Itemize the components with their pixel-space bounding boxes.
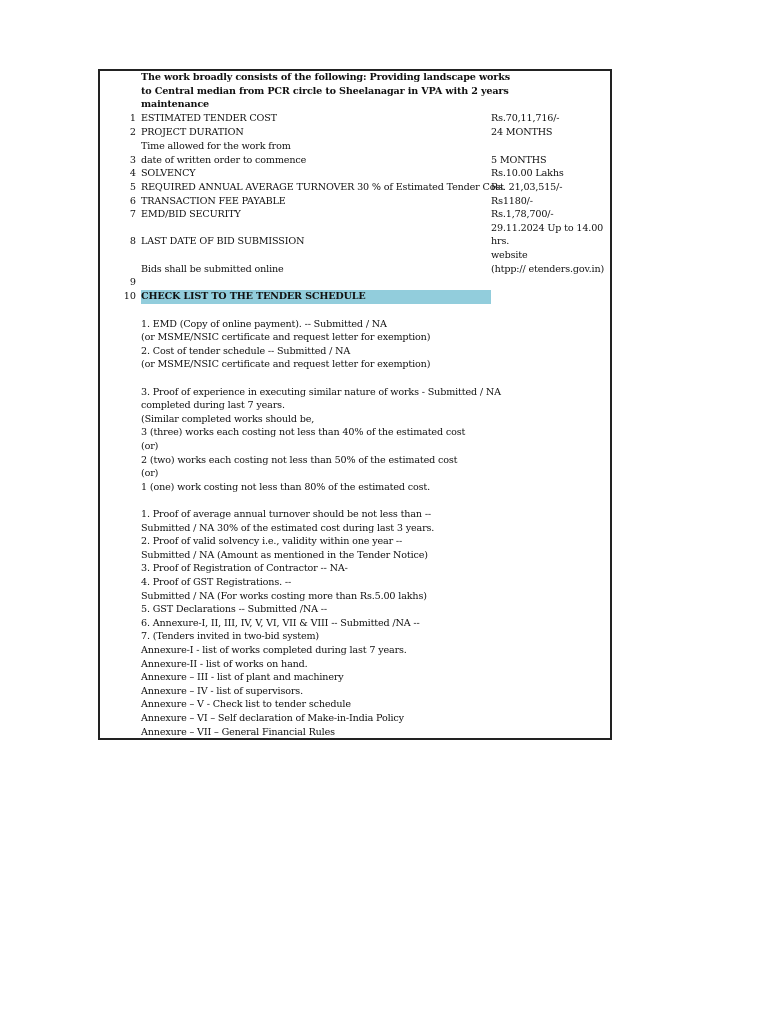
checklist-line: 1. EMD (Copy of online payment). -- Submitted / NA bbox=[141, 318, 387, 330]
checklist-line: (or) bbox=[141, 441, 159, 452]
row-value: Rs.1,78,700/- bbox=[491, 209, 554, 220]
row-number: 2 bbox=[129, 127, 136, 138]
checklist-line: (Similar completed works should be, bbox=[141, 413, 315, 425]
row-number: 7 bbox=[129, 209, 136, 220]
checklist-line: Annexure – IV - list of supervisors. bbox=[141, 685, 303, 697]
bid-website-url[interactable]: (htpp:// etenders.gov.in) bbox=[491, 263, 605, 275]
row-label: SOLVENCY bbox=[141, 168, 196, 179]
row-label: Time allowed for the work from bbox=[141, 141, 291, 152]
checklist-line: Submitted / NA (Amount as mentioned in the Tender Notice) bbox=[141, 549, 428, 561]
row-number: 4 bbox=[129, 168, 136, 179]
row-value: 5 MONTHS bbox=[491, 154, 547, 166]
row-label: PROJECT DURATION bbox=[141, 127, 244, 138]
row-value: Rs.10.00 Lakhs bbox=[491, 168, 564, 179]
checklist-line: 4. Proof of GST Registrations. -- bbox=[141, 577, 292, 588]
checklist-line: 1 (one) work costing not less than 80% of the estimated cost. bbox=[141, 481, 431, 493]
checklist-line: Annexure-I - list of works completed during last 7 years. bbox=[141, 645, 407, 656]
checklist-line: Annexure-II - list of works on hand. bbox=[141, 658, 308, 670]
checklist-line: (or MSME/NSIC certificate and request letter for exemption) bbox=[141, 359, 431, 371]
checklist-line: Annexure – V - Check list to tender schedule bbox=[141, 699, 351, 711]
row-value: Rs1180/- bbox=[491, 195, 533, 207]
row-label: REQUIRED ANNUAL AVERAGE TURNOVER 30 % of Estimated Tender Cost bbox=[141, 182, 504, 193]
bid-date-value-cont: hrs. bbox=[491, 236, 510, 247]
checklist-line: Submitted / NA (For works costing more than Rs.5.00 lakhs) bbox=[141, 590, 427, 602]
intro-line-2: to Central median from PCR circle to Sheelanagar in VPA with 2 years bbox=[141, 85, 509, 97]
checklist-line: 3 (three) works each costing not less than 40% of the estimated cost bbox=[141, 427, 466, 439]
checklist-line: (or MSME/NSIC certificate and request letter for exemption) bbox=[141, 332, 431, 344]
intro-line-3: maintenance bbox=[141, 99, 209, 111]
checklist-line: (or) bbox=[141, 468, 159, 480]
row-number: 1 bbox=[129, 113, 136, 124]
row-number: 8 bbox=[129, 236, 136, 247]
row-value: Rs. 21,03,515/- bbox=[491, 182, 563, 193]
row-label: EMD/BID SECURITY bbox=[141, 209, 241, 220]
row-value: Rs.70,11,716/- bbox=[491, 113, 560, 124]
row-label: ESTIMATED TENDER COST bbox=[141, 113, 277, 124]
row-number: 6 bbox=[129, 195, 136, 207]
row-number: 9 bbox=[129, 277, 136, 288]
checklist-line: 2. Cost of tender schedule -- Submitted / NA bbox=[141, 345, 351, 357]
intro-line-1: The work broadly consists of the following: Providing landscape works bbox=[141, 72, 510, 83]
checklist-line: Annexure – VII – General Financial Rules bbox=[141, 726, 335, 738]
checklist-line: 3. Proof of experience in executing similar nature of works - Submitted / NA bbox=[141, 386, 501, 398]
checklist-line: completed during last 7 years. bbox=[141, 400, 285, 412]
bid-date-value: 29.11.2024 Up to 14.00 bbox=[491, 222, 604, 234]
checklist-line: 6. Annexure-I, II, III, IV, V, VI, VII & VIII -- Submitted /NA -- bbox=[141, 617, 420, 629]
row-number: 5 bbox=[129, 182, 136, 193]
checklist-line: Annexure – VI – Self declaration of Make-in-India Policy bbox=[141, 713, 404, 724]
checklist-line: 3. Proof of Registration of Contractor -- NA- bbox=[141, 563, 348, 575]
row-value: 24 MONTHS bbox=[491, 127, 553, 138]
checklist-line: 2. Proof of valid solvency i.e., validity within one year -- bbox=[141, 536, 403, 548]
bid-date-label: LAST DATE OF BID SUBMISSION bbox=[141, 236, 305, 247]
checklist-line: 2 (two) works each costing not less than 50% of the estimated cost bbox=[141, 454, 458, 466]
tender-sheet bbox=[98, 69, 612, 740]
checklist-line: 7. (Tenders invited in two-bid system) bbox=[141, 631, 320, 643]
checklist-line: Annexure – III - list of plant and machinery bbox=[141, 672, 344, 684]
checklist-line: Submitted / NA 30% of the estimated cost during last 3 years. bbox=[141, 522, 435, 534]
checklist-line: 5. GST Declarations -- Submitted /NA -- bbox=[141, 604, 327, 616]
row-number: 10 bbox=[123, 291, 136, 302]
row-label: TRANSACTION FEE PAYABLE bbox=[141, 195, 286, 207]
row-number: 3 bbox=[129, 154, 136, 166]
checklist-title: CHECK LIST TO THE TENDER SCHEDULE bbox=[141, 291, 366, 302]
row-label: date of written order to commence bbox=[141, 154, 307, 166]
bid-online-label: Bids shall be submitted online bbox=[141, 263, 284, 275]
bid-website-label: website bbox=[491, 250, 528, 261]
checklist-line: 1. Proof of average annual turnover should be not less than -- bbox=[141, 509, 432, 520]
